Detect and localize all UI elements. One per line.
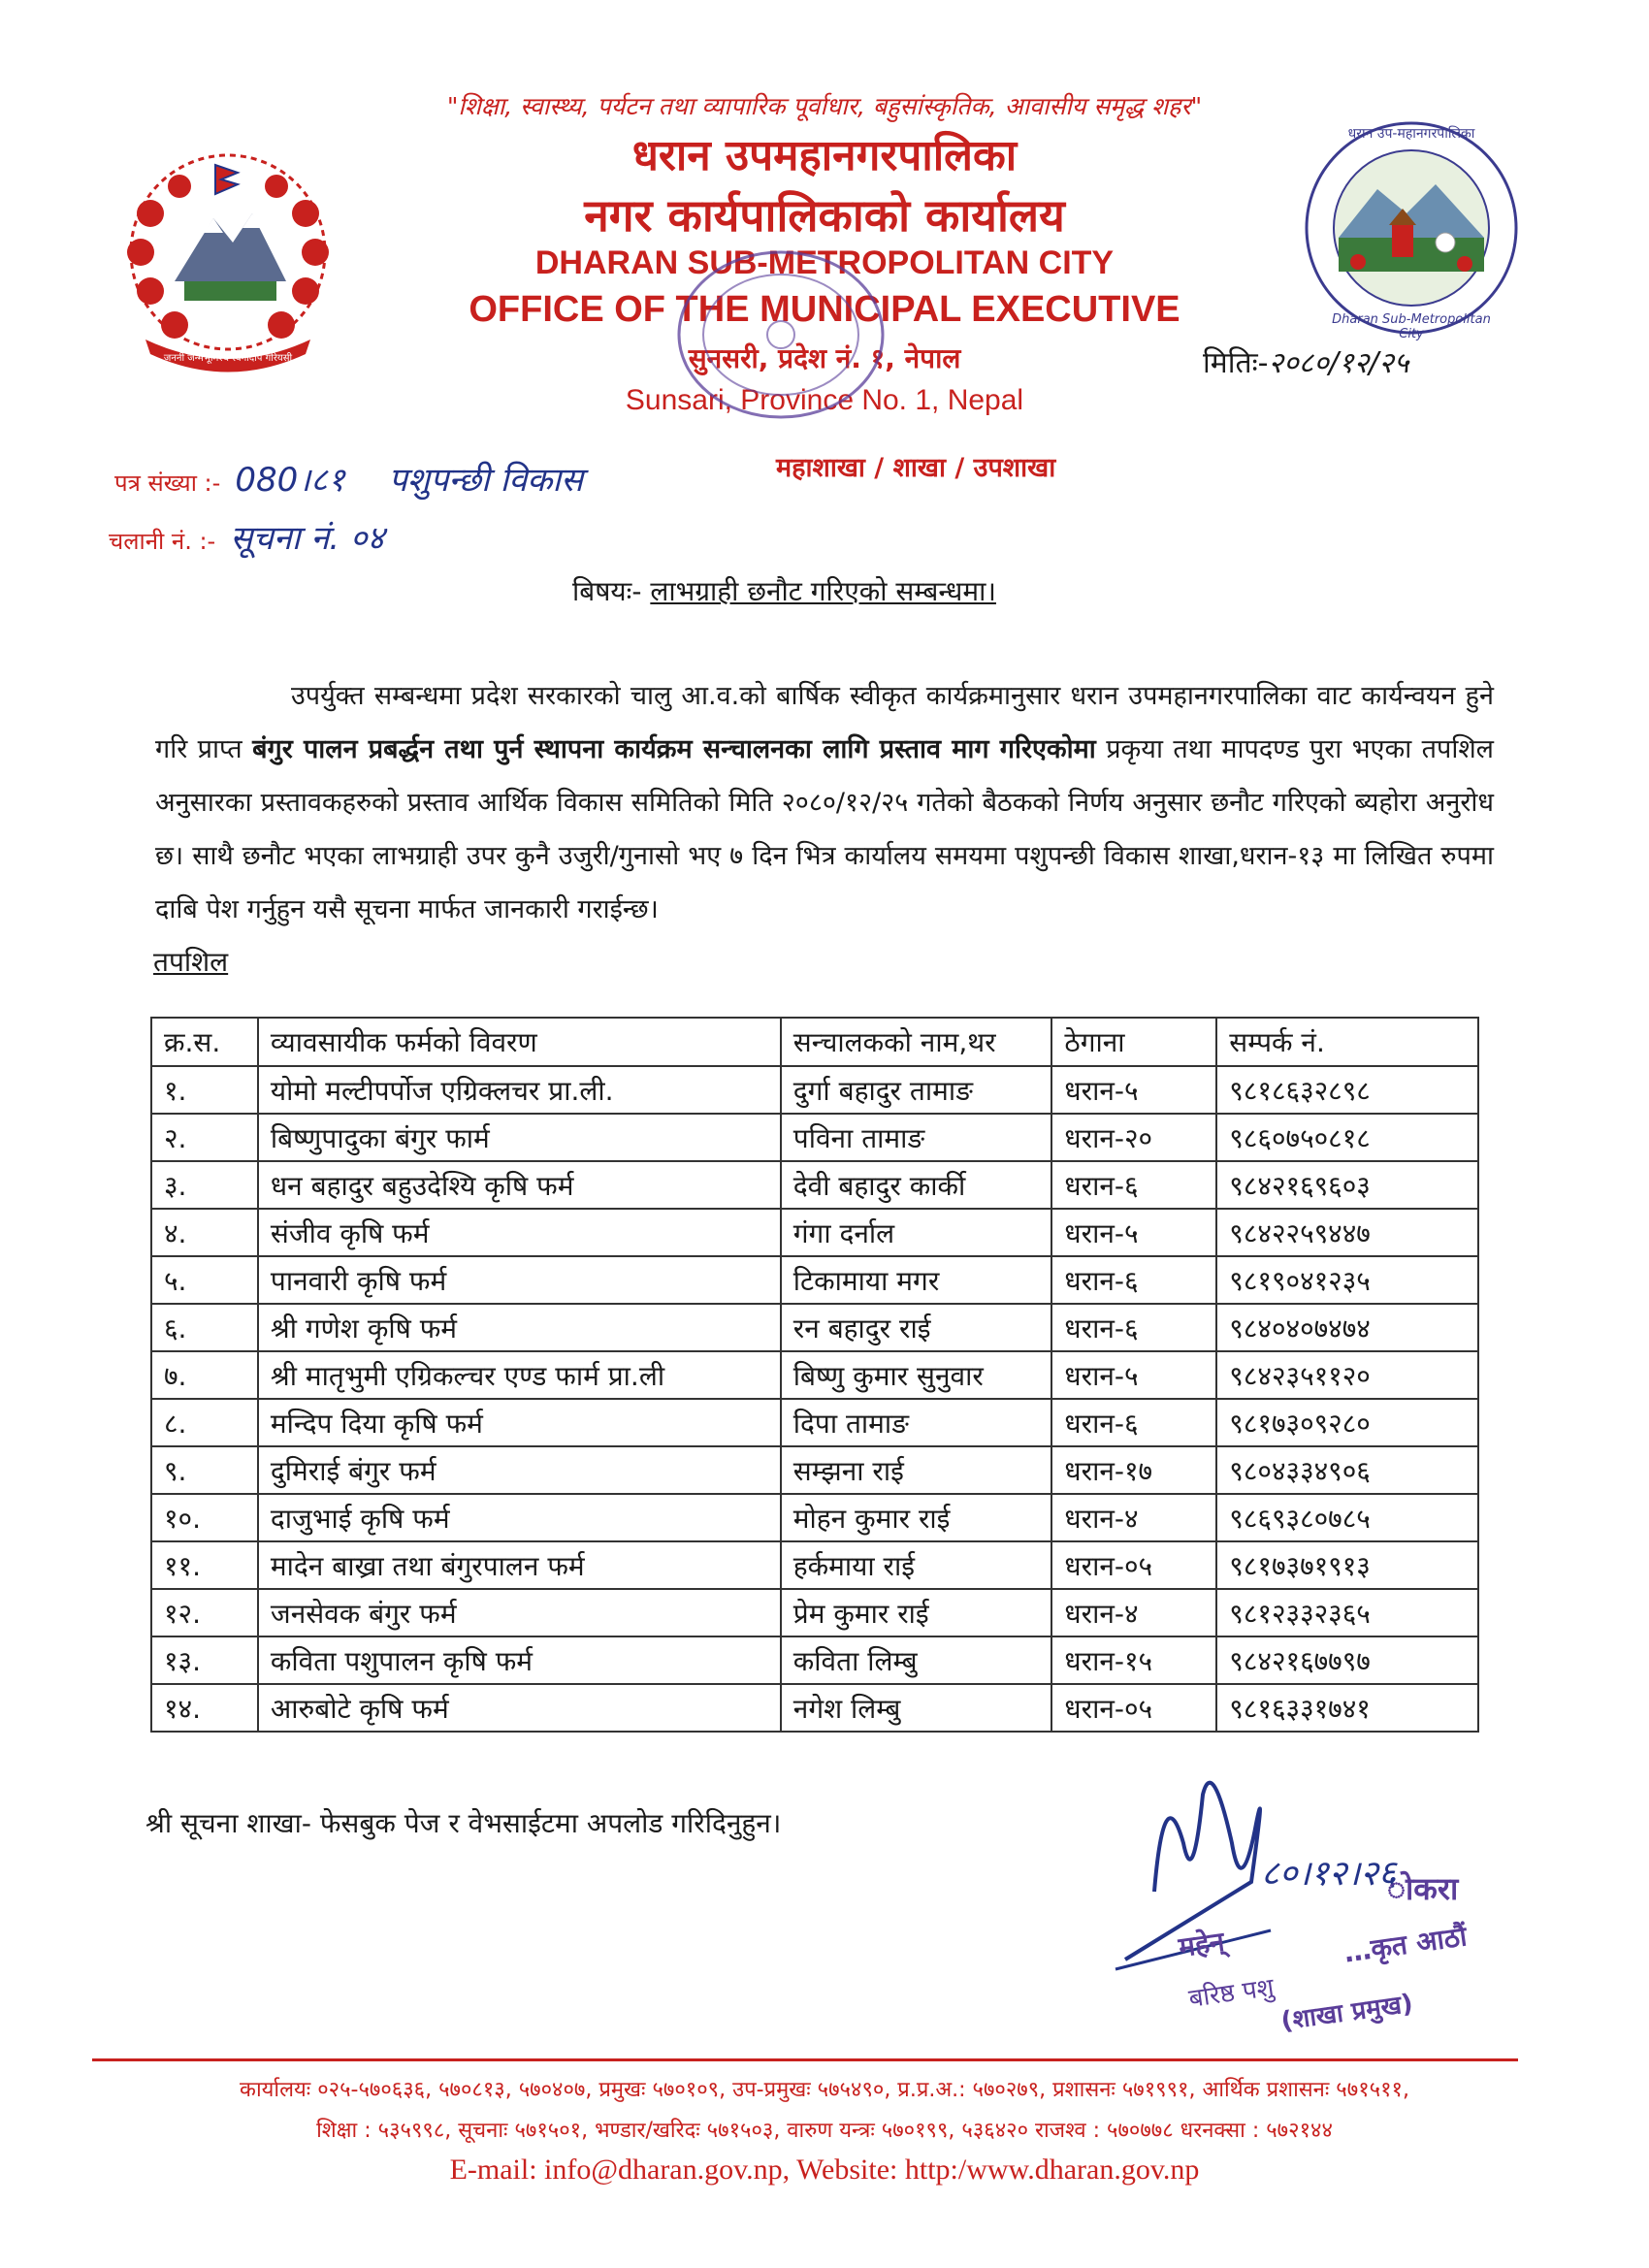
- firm-cell: दाजुभाई कृषि फर्म: [258, 1494, 781, 1541]
- office-name-english: OFFICE OF THE MUNICIPAL EXECUTIVE: [469, 289, 1180, 330]
- table-row: [151, 1066, 1478, 1114]
- operator-cell: दुर्गा बहादुर तामाङ: [781, 1066, 1052, 1114]
- table-body: [151, 1066, 1478, 1732]
- dispatch-number-label: चलानी नं. :-: [109, 528, 216, 555]
- subject-line: [572, 572, 996, 609]
- firm-cell: बिष्णुपादुका बंगुर फार्म: [258, 1114, 781, 1161]
- address-cell: धरान-६: [1051, 1304, 1216, 1351]
- address-cell: धरान-४: [1051, 1589, 1216, 1636]
- body-text-bold: बंगुर पालन प्रबर्द्धन तथा पुर्न स्थापना कार्यक्रम सन्चालनका लागि प्रस्ताव माग गरिएकोमा: [252, 734, 1096, 764]
- serial-cell: ९.: [151, 1446, 258, 1494]
- tagline: "शिक्षा, स्वास्थ्य, पर्यटन तथा व्यापारिक पूर्वाधार, बहुसांस्कृतिक, आवासीय समृद्ध शहर": [446, 92, 1203, 120]
- operator-cell: प्रेम कुमार राई: [781, 1589, 1052, 1636]
- contact-cell: ९८६०७५०८१८: [1216, 1114, 1478, 1161]
- address-cell: धरान-२०: [1051, 1114, 1216, 1161]
- address-cell: धरान-०५: [1051, 1684, 1216, 1732]
- footer-phone-line-2: शिक्षा : ५३५९९८, सूचनाः ५७१५०१, भण्डार/खरिदः ५७१५०३, वारुण यन्त्रः ५७०१९९, ५३६४२० राजश्व : ५७०७७८ धरनक्सा : ५७२१४४: [316, 2119, 1333, 2143]
- section-handwritten: पशुपन्छी विकास: [388, 461, 584, 500]
- contact-cell: ९८१२३३२३६५: [1216, 1589, 1478, 1636]
- branch-line: महाशाखा / शाखा / उपशाखा: [776, 453, 1056, 483]
- column-header-firm: व्यावसायीक फर्मको विवरण: [258, 1018, 781, 1066]
- operator-cell: कविता लिम्बु: [781, 1636, 1052, 1684]
- footer-divider: [92, 2058, 1518, 2061]
- table-row: [151, 1589, 1478, 1636]
- contact-cell: ९८६९३८०७८५: [1216, 1494, 1478, 1541]
- address-cell: धरान-५: [1051, 1351, 1216, 1399]
- operator-cell: मोहन कुमार राई: [781, 1494, 1052, 1541]
- seal-text-top: धरान उप-महानगरपालिका: [1347, 126, 1475, 142]
- footer-phone-line-1: कार्यालयः ०२५-५७०६३६, ५७०८१३, ५७०४०७, प्रमुखः ५७०१०९, उप-प्रमुखः ५७५४९०, प्र.प्र.अ.: ५७०२७९, प्रशासनः ५७१९९१, आर्थिक प्रशासनः ५७१५११,: [240, 2078, 1409, 2102]
- signature-title: बरिष्ठ पशु: [1186, 1972, 1277, 2014]
- table-row: [151, 1636, 1478, 1684]
- serial-cell: १०.: [151, 1494, 258, 1541]
- address-cell: धरान-४: [1051, 1494, 1216, 1541]
- table-row: [151, 1684, 1478, 1732]
- serial-cell: १.: [151, 1066, 258, 1114]
- address-nepali: सुनसरी, प्रदेश नं. १, नेपाल: [688, 342, 961, 374]
- date-label: मितिः-: [1203, 346, 1269, 380]
- table-row: [151, 1399, 1478, 1446]
- contact-cell: ९८१८६३२८९८: [1216, 1066, 1478, 1114]
- nepal-emblem-icon: [107, 136, 349, 378]
- address-english: Sunsari, Province No. 1, Nepal: [625, 384, 1024, 416]
- column-header-operator: सन्चालकको नाम,थर: [781, 1018, 1052, 1066]
- subject-label: बिषयः-: [572, 575, 642, 607]
- signature-name: महेन्: [1177, 1925, 1227, 1964]
- emblem-motto: जननी जन्मभूमिश्च स्वर्गादपि गरियसी: [163, 353, 293, 364]
- column-header-serial: क्र.स.: [151, 1018, 258, 1066]
- subject-text: लाभग्राही छनौट गरिएको सम्बन्धमा।: [650, 575, 996, 607]
- table-row: [151, 1494, 1478, 1541]
- municipality-name-english: DHARAN SUB-METROPOLITAN CITY: [534, 244, 1115, 281]
- address-cell: धरान-६: [1051, 1256, 1216, 1304]
- contact-cell: ९८१७३०९२८०: [1216, 1399, 1478, 1446]
- dispatch-number-row: [109, 514, 384, 559]
- operator-cell: देवी बहादुर कार्की: [781, 1161, 1052, 1209]
- letter-number-row: [114, 456, 583, 501]
- firm-cell: जनसेवक बंगुर फर्म: [258, 1589, 781, 1636]
- table-heading: तपशिल: [153, 946, 229, 978]
- firm-cell: धन बहादुर बहुउदेश्यि कृषि फर्म: [258, 1161, 781, 1209]
- table-row: [151, 1209, 1478, 1256]
- dispatch-number-value: सूचना नं. ०४: [230, 519, 385, 558]
- contact-cell: ९८४२१६७७९७: [1216, 1636, 1478, 1684]
- letter-number-label: पत्र संख्या :-: [114, 470, 221, 497]
- column-header-address: ठेगाना: [1051, 1018, 1216, 1066]
- serial-cell: ३.: [151, 1161, 258, 1209]
- operator-cell: दिपा तामाङ: [781, 1399, 1052, 1446]
- address-cell: धरान-५: [1051, 1066, 1216, 1114]
- signature-role: (शाखा प्रमुख): [1278, 1989, 1415, 2037]
- contact-cell: ९८४२१६९६०३: [1216, 1161, 1478, 1209]
- contact-cell: ९८१७३७१९१३: [1216, 1541, 1478, 1589]
- firm-cell: दुमिराई बंगुर फर्म: [258, 1446, 781, 1494]
- table-row: [151, 1541, 1478, 1589]
- table-row: [151, 1304, 1478, 1351]
- serial-cell: ५.: [151, 1256, 258, 1304]
- contact-cell: ९८४२२५९४४७: [1216, 1209, 1478, 1256]
- serial-cell: ११.: [151, 1541, 258, 1589]
- signature-title-partial: …कृत आठौं: [1342, 1920, 1470, 1969]
- office-stamp-icon: [669, 243, 892, 427]
- letter-date: [1203, 341, 1408, 381]
- serial-cell: २.: [151, 1114, 258, 1161]
- address-cell: धरान-१५: [1051, 1636, 1216, 1684]
- body-text-part-1: उपर्युक्त सम्बन्धमा प्रदेश सरकारको चालु आ.व.को बार्षिक स्वीकृत कार्यक्रमानुसार धरान उपमहानगरपालिका वाट कार्यन्वयन हुने गरि प्राप्त: [155, 681, 1494, 764]
- signature-name-partial-right: ोकरा: [1387, 1870, 1459, 1907]
- firm-cell: योमो मल्टीपर्पोज एग्रिक्लचर प्रा.ली.: [258, 1066, 781, 1114]
- signature-date: ८०।१२।२६: [1261, 1854, 1397, 1894]
- letter-number-value: 080।८१: [235, 461, 345, 500]
- serial-cell: १२.: [151, 1589, 258, 1636]
- contact-cell: ९८०४३३४९०६: [1216, 1446, 1478, 1494]
- contact-cell: ९८१९०४१२३५: [1216, 1256, 1478, 1304]
- address-cell: धरान-६: [1051, 1399, 1216, 1446]
- firm-cell: श्री मातृभुमी एग्रिकल्चर एण्ड फार्म प्रा.ली: [258, 1351, 781, 1399]
- column-header-contact: सम्पर्क नं.: [1216, 1018, 1478, 1066]
- address-cell: धरान-५: [1051, 1209, 1216, 1256]
- table-row: [151, 1446, 1478, 1494]
- address-cell: धरान-१७: [1051, 1446, 1216, 1494]
- beneficiaries-table: [150, 1017, 1479, 1733]
- serial-cell: ७.: [151, 1351, 258, 1399]
- table-row: [151, 1351, 1478, 1399]
- operator-cell: सम्झना राई: [781, 1446, 1052, 1494]
- body-text-part-2: प्रकृया तथा मापदण्ड पुरा भएका तपशिल अनुसारका प्रस्तावकहरुको प्रस्ताव आर्थिक विकास समितिको मिति २०८०/१२/२५ गतेको बैठकको निर्णय अनुसार छनौट गरिएको ब्यहोरा अनुरोध छ। साथै छनौट भएका लाभग्राही उपर कुनै उजुरी/गुनासो भए ७ दिन भित्र कार्यालय समयमा पशुपन्छी विकास शाखा,धरान-१३ मा लिखित रुपमा दाबि पेश गर्नुहुन यसै सूचना मार्फत जानकारी गराईन्छ।: [155, 734, 1494, 924]
- firm-cell: श्री गणेश कृषि फर्म: [258, 1304, 781, 1351]
- operator-cell: हर्कमाया राई: [781, 1541, 1052, 1589]
- firm-cell: मादेन बाख्रा तथा बंगुरपालन फर्म: [258, 1541, 781, 1589]
- operator-cell: पविना तामाङ: [781, 1114, 1052, 1161]
- body-paragraph: [155, 669, 1494, 936]
- municipality-name-nepali: धरान उपमहानगरपालिका: [631, 131, 1018, 180]
- table-row: [151, 1256, 1478, 1304]
- distribution-note: श्री सूचना शाखा- फेसबुक पेज र वेभसाईटमा अपलोड गरिदिनुहुन।: [146, 1807, 782, 1839]
- firm-cell: मन्दिप दिया कृषि फर्म: [258, 1399, 781, 1446]
- serial-cell: ४.: [151, 1209, 258, 1256]
- operator-cell: रन बहादुर राई: [781, 1304, 1052, 1351]
- firm-cell: पानवारी कृषि फर्म: [258, 1256, 781, 1304]
- footer-contact-line: E-mail: info@dharan.gov.np, Website: http:/www.dharan.gov.np: [449, 2154, 1200, 2186]
- table-row: [151, 1114, 1478, 1161]
- date-value: २०८०/१२/२५: [1268, 346, 1409, 380]
- address-cell: धरान-०५: [1051, 1541, 1216, 1589]
- seal-text-bottom: Dharan Sub-Metropolitan City: [1332, 312, 1491, 341]
- dharan-municipal-seal-icon: [1300, 116, 1523, 340]
- serial-cell: ८.: [151, 1399, 258, 1446]
- contact-cell: ९८४०४०७४७४: [1216, 1304, 1478, 1351]
- serial-cell: १४.: [151, 1684, 258, 1732]
- firm-cell: आरुबोटे कृषि फर्म: [258, 1684, 781, 1732]
- firm-cell: कविता पशुपालन कृषि फर्म: [258, 1636, 781, 1684]
- serial-cell: १३.: [151, 1636, 258, 1684]
- firm-cell: संजीव कृषि फर्म: [258, 1209, 781, 1256]
- serial-cell: ६.: [151, 1304, 258, 1351]
- contact-cell: ९८४२३५११२०: [1216, 1351, 1478, 1399]
- operator-cell: नगेश लिम्बु: [781, 1684, 1052, 1732]
- address-cell: धरान-६: [1051, 1161, 1216, 1209]
- operator-cell: बिष्णु कुमार सुनुवार: [781, 1351, 1052, 1399]
- table-row: [151, 1161, 1478, 1209]
- office-name-nepali: नगर कार्यपालिकाको कार्यालय: [584, 189, 1065, 242]
- operator-cell: गंगा दर्नाल: [781, 1209, 1052, 1256]
- contact-cell: ९८१६३३१७४१: [1216, 1684, 1478, 1732]
- operator-cell: टिकामाया मगर: [781, 1256, 1052, 1304]
- table-header-row: [151, 1018, 1478, 1066]
